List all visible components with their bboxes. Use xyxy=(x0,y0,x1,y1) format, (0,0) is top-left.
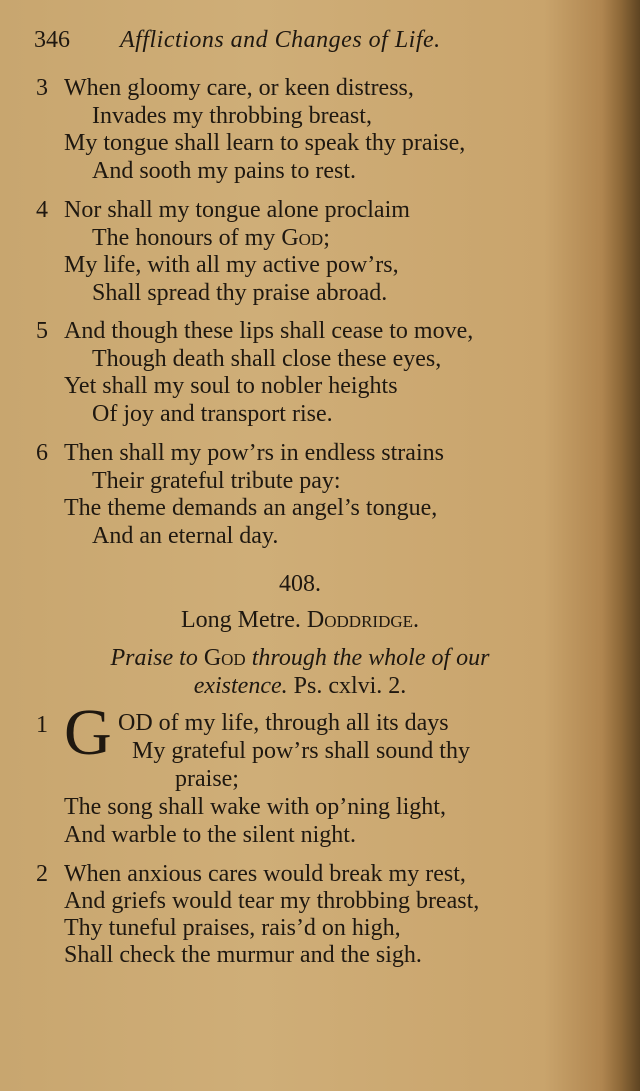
verse-line: OD of my life, through all its days xyxy=(118,710,449,736)
verse-line: And warble to the silent night. xyxy=(64,822,356,848)
verse-line: Invades my throbbing breast, xyxy=(92,102,372,129)
verse-line: And though these lips shall cease to move, xyxy=(64,318,474,344)
verse-line: Then shall my pow’rs in endless strains xyxy=(64,440,444,466)
metre: Long Metre. xyxy=(180,607,301,633)
verse-line: My tongue shall learn to speak thy praise, xyxy=(64,130,466,156)
scripture-reference: Ps. cxlvi. 2. xyxy=(293,673,407,699)
verse-line: And sooth my pains to rest. xyxy=(92,157,356,184)
verse-line: My life, with all my active pow’rs, xyxy=(64,252,399,278)
verse-line: praise; xyxy=(175,766,239,792)
verse-line: Yet shall my soul to nobler heights xyxy=(64,373,398,399)
verse-line: My grateful pow’rs shall sound thy xyxy=(132,738,470,764)
stanza-number: 1 xyxy=(36,712,48,738)
running-title: Afflictions and Changes of Life. xyxy=(120,27,441,53)
verse-line: And griefs would tear my throbbing breast, xyxy=(64,888,480,914)
verse-line: Shall spread thy praise abroad. xyxy=(92,279,388,306)
verse-line: Of joy and transport rise. xyxy=(92,400,333,427)
stanza-number: 2 xyxy=(36,861,48,887)
hymn-subtitle-line-1 xyxy=(0,645,600,672)
hymn-metre-author xyxy=(0,607,600,634)
author: Doddridge. xyxy=(306,607,420,633)
subtitle-text: through the whole of our xyxy=(251,645,490,671)
verse-line: Their grateful tribute pay: xyxy=(92,467,341,494)
page-number: 346 xyxy=(34,27,70,53)
verse-line: When anxious cares would break my rest, xyxy=(64,861,466,887)
hymn-number: 408. xyxy=(279,571,321,597)
verse-line: The theme demands an angel’s tongue, xyxy=(64,495,438,521)
subtitle-god: God xyxy=(203,645,246,671)
verse-line: Thy tuneful praises, rais’d on high, xyxy=(64,915,401,941)
stanza-number: 5 xyxy=(36,318,48,344)
verse-line: And an eternal day. xyxy=(92,522,279,549)
stanza-number: 3 xyxy=(36,75,48,101)
verse-line: The song shall wake with op’ning light, xyxy=(64,794,446,820)
subtitle-text: existence. xyxy=(193,673,288,699)
subtitle-text: Praise to xyxy=(110,645,198,671)
stanza-number: 6 xyxy=(36,440,48,466)
verse-line: The honours of my God; xyxy=(92,224,330,251)
drop-cap: G xyxy=(64,696,112,769)
verse-line: Nor shall my tongue alone proclaim xyxy=(64,197,410,223)
verse-line: When gloomy care, or keen distress, xyxy=(64,75,414,101)
verse-line: Shall check the murmur and the sigh. xyxy=(64,942,422,968)
stanza-number: 4 xyxy=(36,197,48,223)
verse-line: Though death shall close these eyes, xyxy=(92,345,442,372)
